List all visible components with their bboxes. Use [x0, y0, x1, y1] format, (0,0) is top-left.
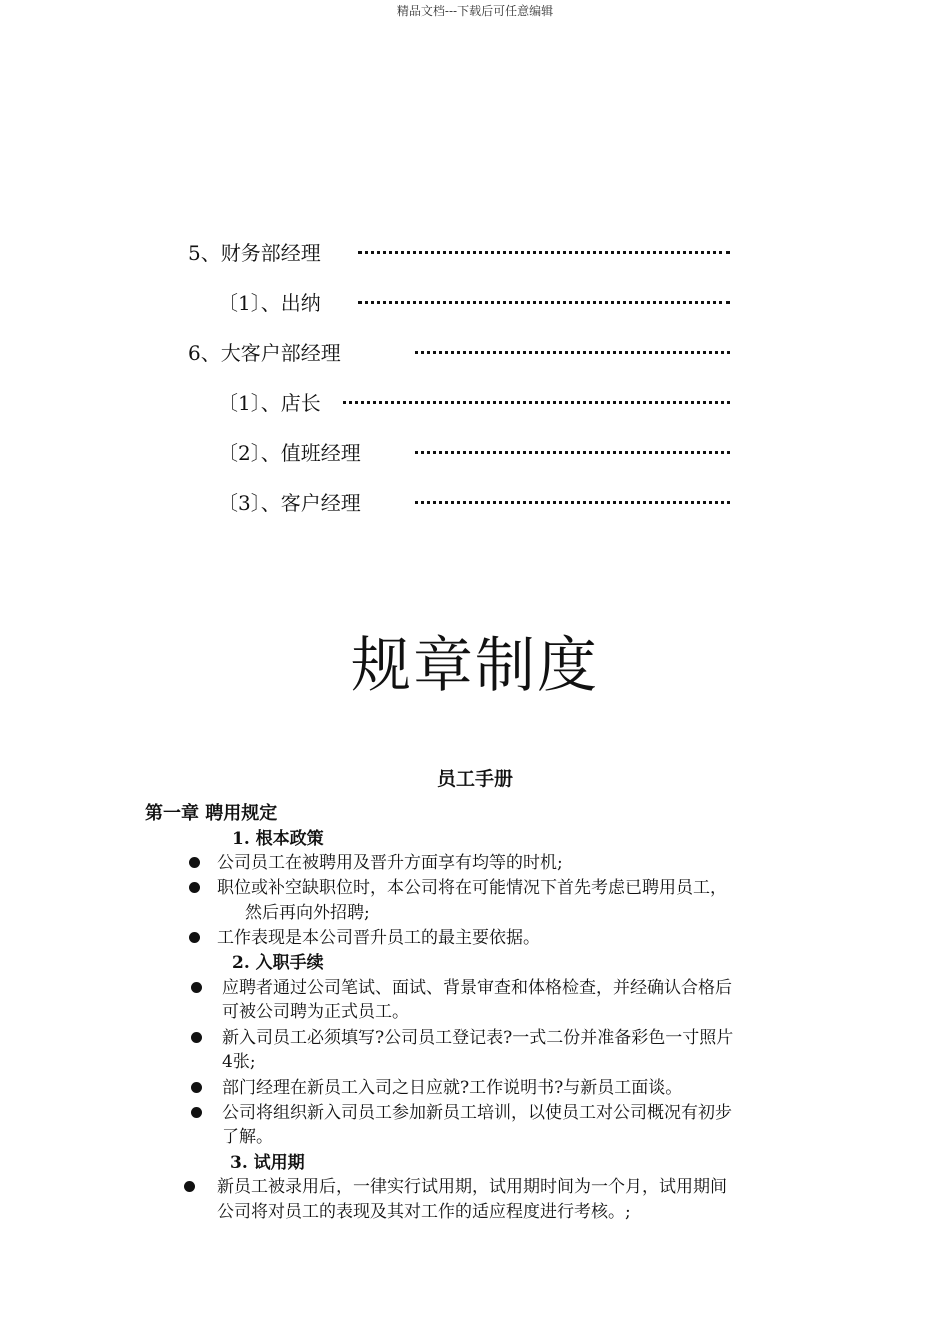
bullet-icon — [189, 882, 200, 893]
list-item-continuation: 然后再向外招聘; — [245, 903, 370, 923]
bullet-icon — [191, 1032, 202, 1043]
bullet-icon — [189, 857, 200, 868]
section-heading: 1. 根本政策 — [232, 829, 324, 849]
list-item: 公司员工在被聘用及晋升方面享有均等的时机; — [217, 853, 563, 873]
toc-item-finance-manager: 5、财务部经理 — [188, 241, 321, 265]
toc-item-key-account-manager: 6、大客户部经理 — [188, 341, 341, 365]
toc-leader-dots — [343, 401, 730, 404]
toc-item-cashier: 〔1〕、出纳 — [218, 291, 321, 315]
bullet-icon — [191, 1082, 202, 1093]
page-header: 精品文档---下载后可任意编辑 — [396, 4, 554, 18]
toc-leader-dots — [358, 251, 730, 254]
toc-leader-dots — [415, 451, 730, 454]
list-item-continuation: 了解。 — [222, 1127, 273, 1147]
bullet-icon — [184, 1181, 195, 1192]
toc-leader-dots — [415, 351, 730, 354]
bullet-icon — [189, 932, 200, 943]
list-item: 新员工被录用后，一律实行试用期，试用期时间为一个月，试用期间 — [217, 1177, 727, 1197]
list-item: 职位或补空缺职位时，本公司将在可能情况下首先考虑已聘用员工， — [217, 878, 727, 898]
list-item: 部门经理在新员工入司之日应就?工作说明书?与新员工面谈。 — [222, 1078, 683, 1098]
section-heading: 2. 入职手续 — [232, 953, 324, 973]
list-item-continuation: 可被公司聘为正式员工。 — [222, 1002, 409, 1022]
bullet-icon — [191, 982, 202, 993]
list-item-continuation: 公司将对员工的表现及其对工作的适应程度进行考核。; — [217, 1202, 631, 1222]
list-item-continuation: 4张; — [222, 1052, 256, 1072]
handbook-title: 员工手册 — [436, 768, 513, 790]
chapter-title: 第一章 聘用规定 — [145, 803, 278, 824]
list-item: 工作表现是本公司晋升员工的最主要依据。 — [217, 928, 540, 948]
toc-item-store-manager: 〔1〕、店长 — [218, 391, 321, 415]
toc-item-account-manager: 〔3〕、客户经理 — [218, 491, 361, 515]
toc-item-duty-manager: 〔2〕、值班经理 — [218, 441, 361, 465]
toc-leader-dots — [415, 501, 730, 504]
list-item: 应聘者通过公司笔试、面试、背景审查和体格检查，并经确认合格后 — [222, 978, 732, 998]
bullet-icon — [191, 1107, 202, 1118]
section-heading: 3. 试用期 — [230, 1153, 305, 1173]
list-item: 新入司员工必须填写?公司员工登记表?一式二份并准备彩色一寸照片 — [222, 1028, 734, 1048]
list-item: 公司将组织新入司员工参加新员工培训，以使员工对公司概况有初步 — [222, 1103, 732, 1123]
toc-leader-dots — [358, 301, 730, 304]
document-title: 规章制度 — [351, 631, 599, 701]
